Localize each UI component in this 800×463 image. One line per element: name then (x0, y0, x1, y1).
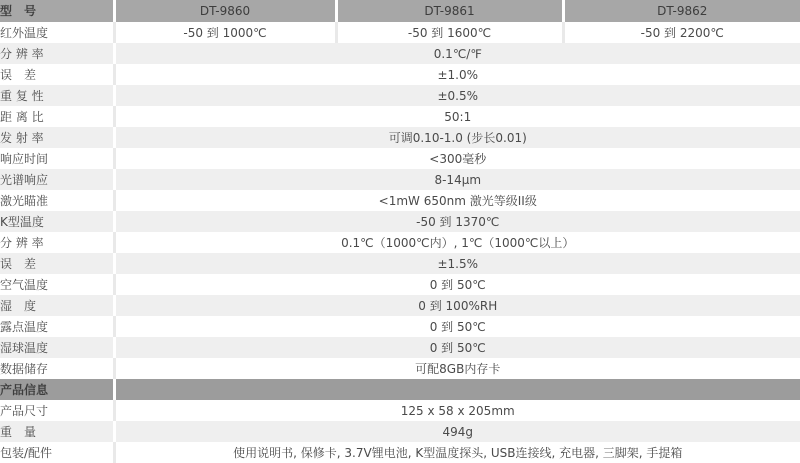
spec-label: 距 离 比 (0, 106, 114, 127)
spec-row (0, 22, 800, 43)
spec-label: 分 辨 率 (0, 43, 114, 64)
spec-value-merged: 0.1℃/℉ (114, 43, 800, 64)
header-row (0, 0, 800, 22)
spec-row (0, 148, 800, 169)
spec-label: 产品尺寸 (0, 400, 114, 421)
spec-row (0, 211, 800, 232)
spec-value-merged: 可配8GB内存卡 (114, 358, 800, 379)
spec-label: 包装/配件 (0, 442, 114, 463)
spec-row (0, 358, 800, 379)
spec-label: 误 差 (0, 253, 114, 274)
section-fill (114, 379, 800, 400)
spec-value-merged: <300毫秒 (114, 148, 800, 169)
spec-label: 激光瞄准 (0, 190, 114, 211)
spec-value-merged: ±1.5% (114, 253, 800, 274)
spec-label: 红外温度 (0, 22, 114, 43)
spec-label: 响应时间 (0, 148, 114, 169)
spec-row (0, 337, 800, 358)
header-model-dt9860: DT-9860 (114, 0, 336, 22)
spec-row (0, 295, 800, 316)
spec-value-model-1: -50 到 1000℃ (114, 22, 336, 43)
spec-label: 数据储存 (0, 358, 114, 379)
spec-table-body (0, 22, 800, 463)
spec-value-merged: -50 到 1370℃ (114, 211, 800, 232)
spec-label: 分 辨 率 (0, 232, 114, 253)
spec-row (0, 190, 800, 211)
spec-value-merged: 50:1 (114, 106, 800, 127)
spec-label: 空气温度 (0, 274, 114, 295)
spec-row (0, 85, 800, 106)
spec-row (0, 400, 800, 421)
spec-label: 发 射 率 (0, 127, 114, 148)
spec-value-merged: 0 到 50℃ (114, 316, 800, 337)
spec-label: 露点温度 (0, 316, 114, 337)
spec-label: 光谱响应 (0, 169, 114, 190)
spec-row (0, 421, 800, 442)
spec-row (0, 127, 800, 148)
section-header-row (0, 379, 800, 400)
spec-row (0, 64, 800, 85)
spec-row (0, 43, 800, 64)
spec-value-merged: 使用说明书, 保修卡, 3.7V锂电池, K型温度探头, USB连接线, 充电器, 三脚架, 手提箱 (114, 442, 800, 463)
spec-label: 重 量 (0, 421, 114, 442)
spec-value-merged: 0 到 100%RH (114, 295, 800, 316)
spec-value-model-2: -50 到 1600℃ (336, 22, 563, 43)
spec-row (0, 232, 800, 253)
spec-value-merged: <1mW 650nm 激光等级II级 (114, 190, 800, 211)
spec-value-model-3: -50 到 2200℃ (563, 22, 800, 43)
header-model-dt9861: DT-9861 (336, 0, 563, 22)
spec-label: 误 差 (0, 64, 114, 85)
spec-value-merged: ±1.0% (114, 64, 800, 85)
spec-label: 湿 度 (0, 295, 114, 316)
spec-row (0, 316, 800, 337)
section-title: 产品信息 (0, 379, 114, 400)
spec-table-header (0, 0, 800, 22)
spec-label: K型温度 (0, 211, 114, 232)
spec-row (0, 253, 800, 274)
spec-row (0, 274, 800, 295)
spec-row (0, 106, 800, 127)
spec-value-merged: 可调0.10-1.0 (步长0.01) (114, 127, 800, 148)
spec-value-merged: 0.1℃（1000℃内）, 1℃（1000℃以上） (114, 232, 800, 253)
spec-label: 重 复 性 (0, 85, 114, 106)
spec-value-merged: ±0.5% (114, 85, 800, 106)
spec-value-merged: 0 到 50℃ (114, 274, 800, 295)
spec-label: 湿球温度 (0, 337, 114, 358)
spec-row (0, 442, 800, 463)
header-model-label: 型 号 (0, 0, 114, 22)
spec-value-merged: 125 x 58 x 205mm (114, 400, 800, 421)
spec-value-merged: 8-14μm (114, 169, 800, 190)
spec-value-merged: 494g (114, 421, 800, 442)
spec-value-merged: 0 到 50℃ (114, 337, 800, 358)
spec-row (0, 169, 800, 190)
header-model-dt9862: DT-9862 (563, 0, 800, 22)
